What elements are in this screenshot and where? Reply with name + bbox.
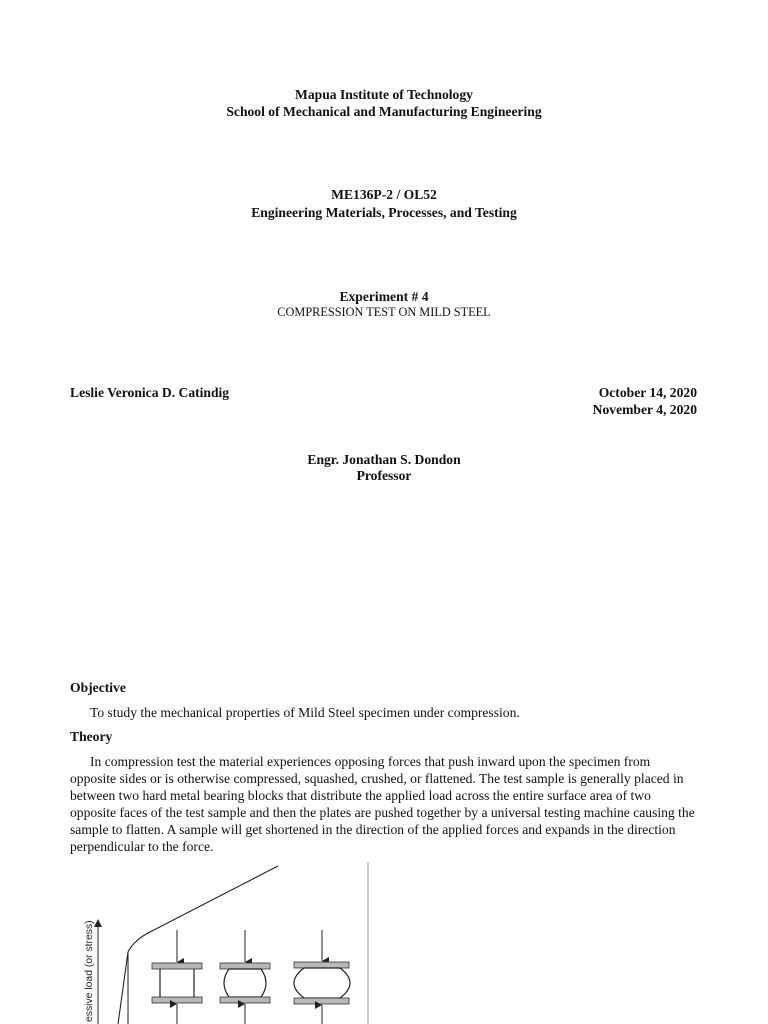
- author-name: Leslie Veronica D. Catindig: [70, 385, 230, 400]
- experiment-title: COMPRESSION TEST ON MILD STEEL: [277, 305, 491, 319]
- theory-line: sample to flatten. A sample will get shortened in the direction of the applied forces and expands in the direction: [70, 822, 676, 837]
- experiment-number: Experiment # 4: [339, 289, 429, 304]
- compression-test-figure: [0, 860, 400, 1024]
- school-name: School of Mechanical and Manufacturing Engineering: [226, 104, 542, 119]
- specimen-initial: [152, 930, 202, 1024]
- date-performed: October 14, 2020: [598, 385, 697, 400]
- top-plate: [220, 963, 270, 969]
- specimen-body: [294, 968, 350, 998]
- theory-line: perpendicular to the force.: [70, 839, 214, 854]
- bottom-plate: [220, 997, 270, 1003]
- top-plate: [294, 962, 349, 968]
- objective-text: To study the mechanical properties of Mild Steel specimen under compression.: [90, 705, 520, 720]
- objective-heading: Objective: [70, 680, 126, 695]
- date-submitted: November 4, 2020: [592, 402, 697, 417]
- bottom-plate: [152, 997, 202, 1003]
- top-plate: [152, 963, 202, 969]
- theory-line: In compression test the material experiences opposing forces that push inward upon the specimen from: [90, 754, 651, 769]
- specimen-flattened: [294, 930, 350, 1024]
- course-title: Engineering Materials, Processes, and Testing: [251, 205, 517, 220]
- bottom-plate: [294, 998, 349, 1004]
- y-axis-label: essive load (or stress): [84, 920, 95, 1022]
- professor-name: Engr. Jonathan S. Dondon: [307, 452, 461, 467]
- theory-line: opposite faces of the test sample and then the plates are pushed together by a universal testing machine causing the: [70, 805, 695, 820]
- theory-line: between two hard metal bearing blocks that distribute the applied load across the entire surface area of two: [70, 788, 651, 803]
- theory-heading: Theory: [70, 729, 113, 744]
- specimen-body: [224, 969, 266, 997]
- course-code: ME136P-2 / OL52: [331, 187, 437, 202]
- theory-line: opposite sides or is otherwise compressed, squashed, crushed, or flattened. The test sample is generally placed in: [70, 771, 684, 786]
- professor-role: Professor: [356, 468, 412, 483]
- specimen-barreled: [220, 930, 270, 1024]
- institute-name: Mapua Institute of Technology: [295, 87, 473, 102]
